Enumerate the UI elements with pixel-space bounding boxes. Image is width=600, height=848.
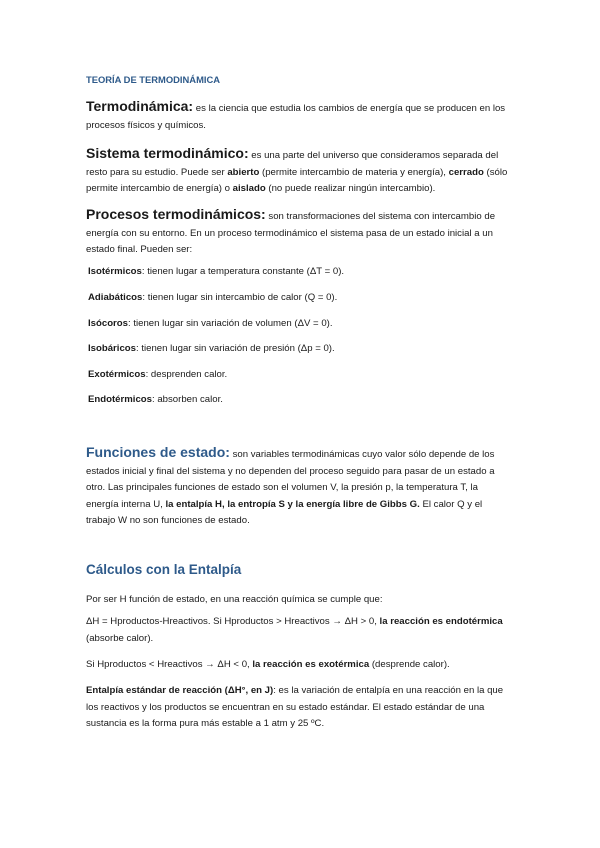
text-adiabaticos: : tienen lugar sin intercambio de calor (Q = 0). <box>142 292 338 303</box>
list-item-endotermicos <box>88 394 223 405</box>
term-isocoros: Isócoros <box>88 318 128 329</box>
text-exo-1: Si Hproductos < Hreactivos → ΔH < 0, <box>86 659 253 670</box>
term-isobaricos: Isobáricos <box>88 343 136 354</box>
term-entalpia-estandar: Entalpía estándar de reacción (ΔH°, en J) <box>86 685 274 696</box>
term-abierto: abierto <box>227 166 260 178</box>
text-sistema-3: (sólo permite intercambio de energía) o <box>86 166 508 194</box>
paragraph-exotermica <box>86 657 512 674</box>
section-heading-entalpia: Cálculos con la Entalpía <box>86 562 242 577</box>
text-exotermicos: : desprenden calor. <box>145 369 228 380</box>
text-sistema-1: es una parte del universo que consideramos separada del resto para su estudio. Puede ser <box>86 150 499 178</box>
term-funciones: Funciones de estado: <box>86 444 230 460</box>
text-termodinamica: es la ciencia que estudia los cambios de energía que se producen en los procesos físicos y químicos. <box>86 103 506 131</box>
list-item-adiabaticos <box>88 292 337 303</box>
text-exo-bold: la reacción es exotérmica <box>252 659 370 670</box>
term-procesos: Procesos termodinámicos: <box>86 206 266 222</box>
text-isotermicos: : tienen lugar a temperatura constante (ΔT = 0). <box>141 266 345 277</box>
list-item-isotermicos <box>88 266 344 277</box>
term-exotermicos: Exotérmicos <box>88 369 146 380</box>
list-item-isobaricos <box>88 343 335 354</box>
paragraph-funciones <box>86 444 512 530</box>
text-procesos: son transformaciones del sistema con intercambio de energía con su entorno. En un proceso termodinámico el sistema pasa de un estado inicial a un estado final. Pueden ser: <box>86 211 496 255</box>
paragraph-intro: Por ser H función de estado, en una reacción química se cumple que: <box>86 594 383 605</box>
text-funciones-1: son variables termodinámicas cuyo valor sólo depende de los estados inicial y final del sistema y no dependen del proceso seguido para pasar de un estado a otro. Las principales funciones de estado son el volumen V, la presión p, la temperatura T, la energía interna U, <box>86 449 495 510</box>
paragraph-termodinamica <box>86 98 512 134</box>
text-endotermicos: : absorben calor. <box>151 394 223 405</box>
term-endotermicos: Endotérmicos <box>88 394 152 405</box>
text-exo-2: (desprende calor). <box>369 659 450 670</box>
term-cerrado: cerrado <box>448 166 484 178</box>
term-termodinamica: Termodinámica: <box>86 98 194 114</box>
text-isobaricos: : tienen lugar sin variación de presión (Δp = 0). <box>136 343 335 354</box>
text-sistema-4: (no puede realizar ningún intercambio). <box>265 183 436 194</box>
text-sistema-2: (permite intercambio de materia y energía), <box>259 166 449 178</box>
list-item-exotermicos <box>88 369 227 380</box>
term-isotermicos: Isotérmicos <box>88 266 142 277</box>
paragraph-endotermica <box>86 614 512 647</box>
paragraph-procesos <box>86 206 512 259</box>
text-funciones-2: El calor Q y el trabajo W no son funciones de estado. <box>86 498 483 526</box>
text-funciones-bold: la entalpía H, la entropía S y la energía libre de Gibbs G. <box>165 498 420 510</box>
term-aislado: aislado <box>232 183 266 194</box>
text-endo-1: ΔH = Hproductos-Hreactivos. Si Hproductos > Hreactivos → ΔH > 0, <box>86 616 380 627</box>
text-endo-bold: la reacción es endotérmica <box>379 616 503 627</box>
list-item-isocoros <box>88 318 333 329</box>
text-endo-2: (absorbe calor). <box>86 632 154 644</box>
text-entalpia-estandar: : es la variación de entalpía en una reacción en la que los reactivos y los productos se encuentran en su estado estándar. El estado estándar de una sustancia es la forma pura más estable a 1 atm y 25 ºC. <box>86 685 504 729</box>
page-title: TEORÍA DE TERMODINÁMICA <box>86 74 221 85</box>
paragraph-entalpia-estandar <box>86 683 512 733</box>
paragraph-sistema <box>86 145 512 198</box>
term-adiabaticos: Adiabáticos <box>88 292 143 303</box>
text-isocoros: : tienen lugar sin variación de volumen (ΔV = 0). <box>128 318 333 329</box>
term-sistema: Sistema termodinámico: <box>86 145 249 161</box>
